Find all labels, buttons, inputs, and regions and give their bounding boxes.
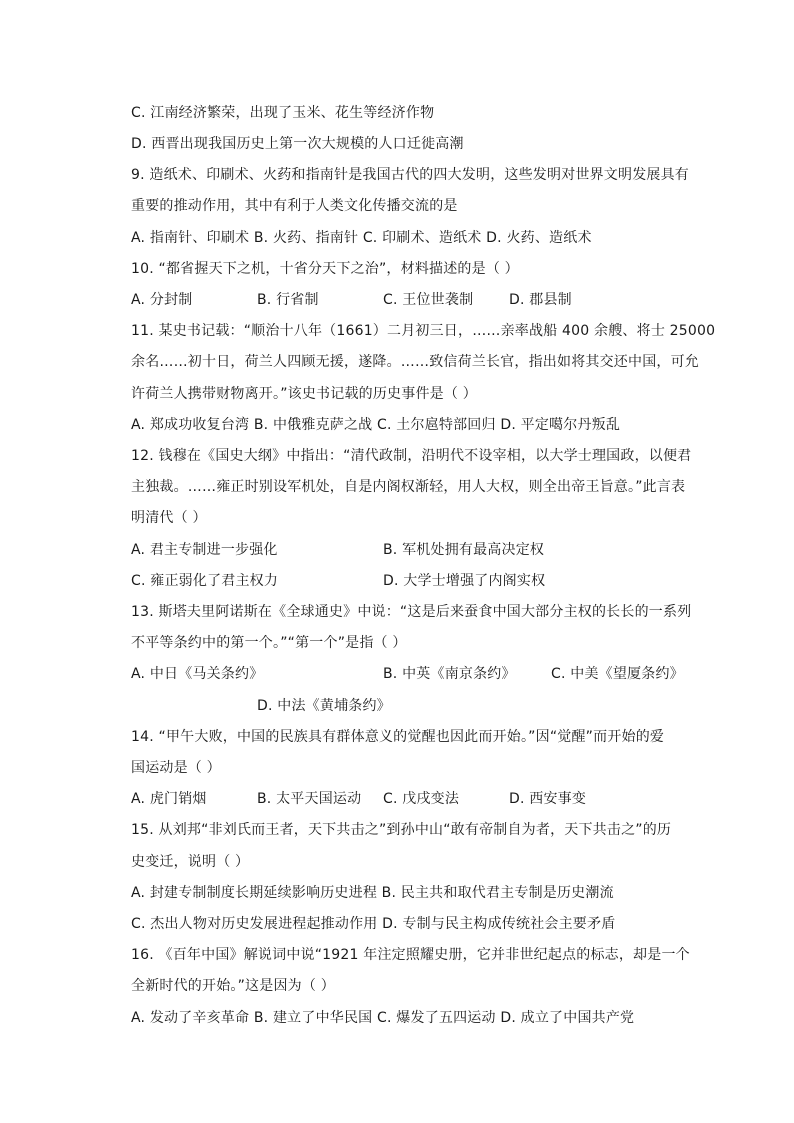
question-15-line-2: 史变迁，说明（ ） bbox=[131, 854, 250, 870]
question-15-options-cd: C. 杰出人物对历史发展进程起推动作用 D. 专制与民主构成传统社会主要矛盾 bbox=[131, 916, 616, 932]
question-15-line-1: 15. 从刘邦“非刘氏而王者，天下共击之”到孙中山“敢有帝制自为者，天下共击之”的历 bbox=[131, 822, 672, 838]
question-9-line-2: 重要的推动作用，其中有利于人类文化传播交流的是 bbox=[131, 198, 458, 214]
question-14-line-2: 国运动是（ ） bbox=[131, 760, 221, 776]
q13-option-b: B. 中英《南京条约》 bbox=[383, 666, 516, 682]
q10-option-c: C. 王位世袭制 bbox=[383, 292, 474, 308]
q13-option-d: D. 中法《黄埔条约》 bbox=[257, 698, 391, 714]
q12-option-a: A. 君主专制进一步强化 bbox=[131, 542, 278, 558]
question-12-line-2: 主独裁。……雍正时别设军机处，自是内阁权渐轻，用人大权，则全出帝王旨意。”此言表 bbox=[131, 479, 686, 495]
option-8d: D. 西晋出现我国历史上第一次大规模的人口迁徙高潮 bbox=[131, 136, 464, 152]
question-9-options: A. 指南针、印刷术 B. 火药、指南针 C. 印刷术、造纸术 D. 火药、造纸术 bbox=[131, 230, 592, 246]
q12-option-b: B. 军机处拥有最高决定权 bbox=[383, 542, 545, 558]
question-13-line-1: 13. 斯塔夫里阿诺斯在《全球通史》中说：“这是后来蚕食中国大部分主权的长长的一系列 bbox=[131, 604, 692, 620]
option-8c: C. 江南经济繁荣，出现了玉米、花生等经济作物 bbox=[131, 105, 435, 121]
q14-option-a: A. 虎门销烟 bbox=[131, 791, 207, 807]
question-12-line-1: 12. 钱穆在《国史大纲》中指出：“清代政制，沿明代不设宰相，以大学士理国政，以便君 bbox=[131, 448, 692, 464]
question-16-options: A. 发动了辛亥革命 B. 建立了中华民国 C. 爆发了五四运动 D. 成立了中国共产党 bbox=[131, 1010, 635, 1026]
q12-option-c: C. 雍正弱化了君主权力 bbox=[131, 573, 279, 589]
q10-option-b: B. 行省制 bbox=[257, 292, 319, 308]
question-12-line-3: 明清代（ ） bbox=[131, 510, 207, 526]
question-14-line-1: 14. “甲午大败，中国的民族具有群体意义的觉醒也因此而开始。”因“觉醒”而开始的爱 bbox=[131, 729, 665, 745]
q10-option-d: D. 郡县制 bbox=[509, 292, 572, 308]
q14-option-d: D. 西安事变 bbox=[509, 791, 587, 807]
q14-option-b: B. 太平天国运动 bbox=[257, 791, 362, 807]
q10-option-a: A. 分封制 bbox=[131, 292, 193, 308]
question-16-line-2: 全新时代的开始。”这是因为（ ） bbox=[131, 978, 335, 994]
question-16-line-1: 16. 《百年中国》解说词中说“1921 年注定照耀史册，它并非世纪起点的标志，却是一个 bbox=[131, 947, 690, 963]
question-10: 10. “都省握天下之机，十省分天下之治”，材料描述的是（ ） bbox=[131, 261, 519, 277]
q13-option-c: C. 中美《望厦条约》 bbox=[551, 666, 684, 682]
q14-option-c: C. 戊戌变法 bbox=[383, 791, 460, 807]
q13-option-a: A. 中日《马关条约》 bbox=[131, 666, 264, 682]
question-11-line-3: 许荷兰人携带财物离开。”该史书记载的历史事件是（ ） bbox=[131, 386, 477, 402]
question-11-line-2: 余名……初十日，荷兰人四顾无援，遂降。……致信荷兰长官，指出如将其交还中国，可允 bbox=[131, 354, 699, 370]
q12-option-d: D. 大学士增强了内阁实权 bbox=[383, 573, 546, 589]
question-13-line-2: 不平等条约中的第一个。”“第一个”是指（ ） bbox=[131, 635, 407, 651]
question-11-line-1: 11. 某史书记载：“顺治十八年（1661）二月初三日，……亲率战船 400 余艘、将士 25000 bbox=[131, 323, 716, 339]
question-15-options-ab: A. 封建专制制度长期延续影响历史进程 B. 民主共和取代君主专制是历史潮流 bbox=[131, 885, 614, 901]
question-9-line-1: 9. 造纸术、印刷术、火药和指南针是我国古代的四大发明，这些发明对世界文明发展具有 bbox=[131, 167, 690, 183]
question-11-options: A. 郑成功收复台湾 B. 中俄雅克萨之战 C. 土尔扈特部回归 D. 平定噶尔丹叛乱 bbox=[131, 417, 621, 433]
